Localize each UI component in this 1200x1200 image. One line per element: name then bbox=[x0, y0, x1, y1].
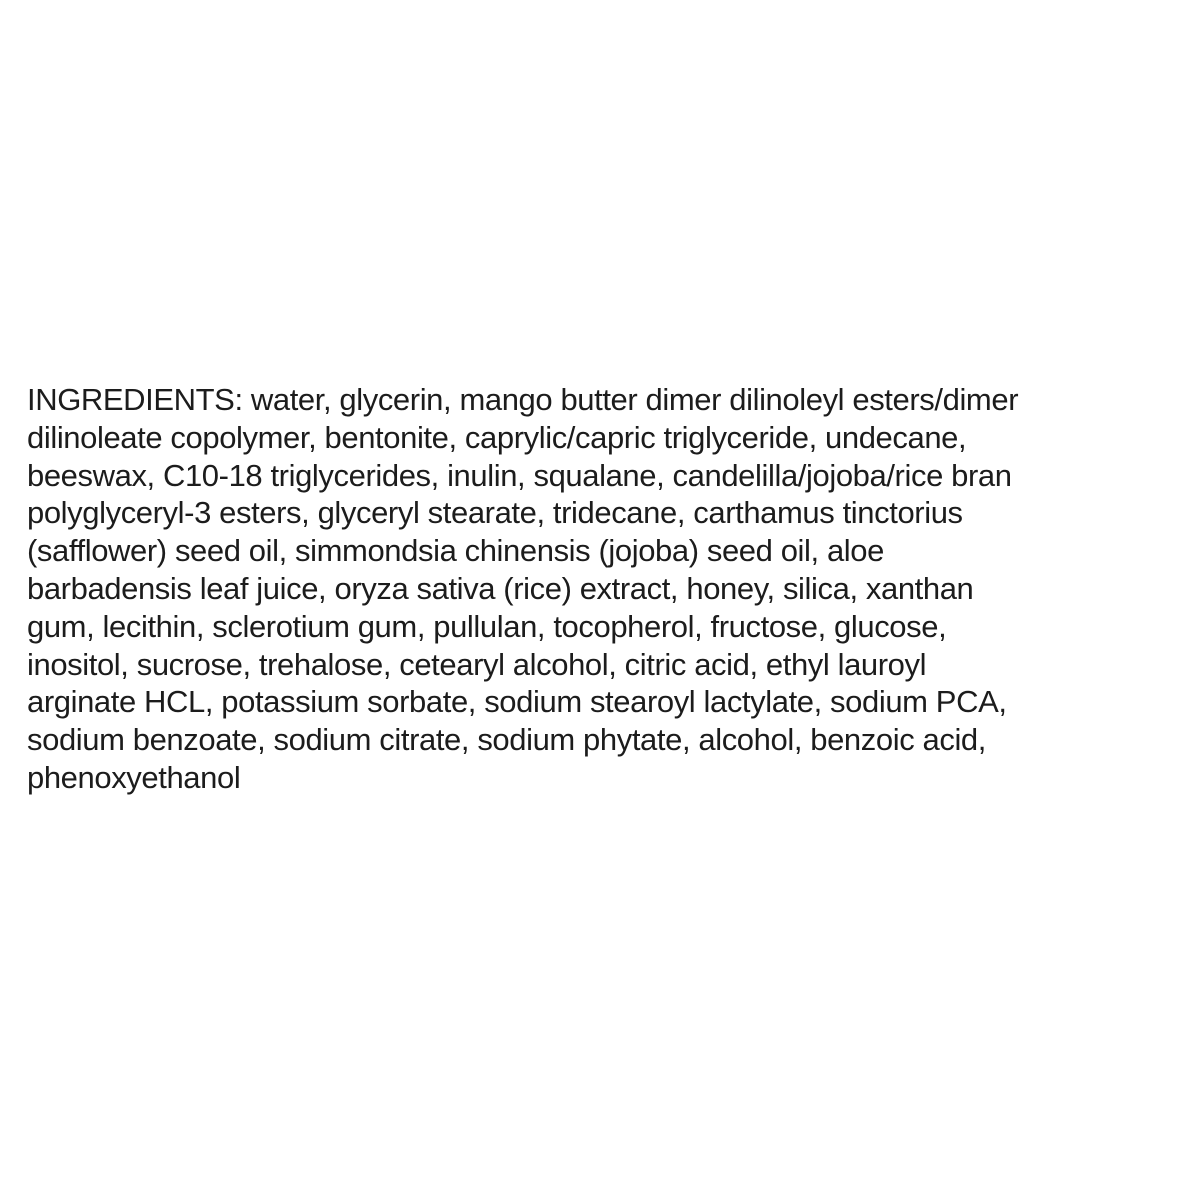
ingredients-text-line: arginate HCL, potassium sorbate, sodium stearoyl lactylate, sodium PCA, bbox=[27, 684, 1007, 720]
ingredients-text-line: sodium benzoate, sodium citrate, sodium phytate, alcohol, benzoic acid, bbox=[27, 722, 986, 758]
ingredients-text-line: barbadensis leaf juice, oryza sativa (rice) extract, honey, silica, xanthan bbox=[27, 570, 974, 606]
ingredients-text-line: polyglyceryl-3 esters, glyceryl stearate, tridecane, carthamus tinctorius bbox=[27, 495, 963, 531]
ingredients-text-line: gum, lecithin, sclerotium gum, pullulan, tocopherol, fructose, glucose, bbox=[27, 608, 947, 644]
ingredients-text-line: inositol, sucrose, trehalose, cetearyl alcohol, citric acid, ethyl lauroyl bbox=[27, 646, 927, 682]
ingredients-text-line: INGREDIENTS: water, glycerin, mango butter dimer dilinoleyl esters/dimer bbox=[27, 382, 1019, 417]
ingredients-text-line: dilinoleate copolymer, bentonite, caprylic/capric triglyceride, undecane, bbox=[27, 419, 967, 455]
ingredients-text-line: beeswax, C10-18 triglycerides, inulin, squalane, candelilla/jojoba/rice bran bbox=[27, 457, 1012, 493]
ingredients-label-text bbox=[27, 381, 1177, 797]
ingredients-text-line: (safflower) seed oil, simmondsia chinensis (jojoba) seed oil, aloe bbox=[27, 533, 884, 569]
ingredients-text-line: phenoxyethanol bbox=[27, 759, 241, 795]
